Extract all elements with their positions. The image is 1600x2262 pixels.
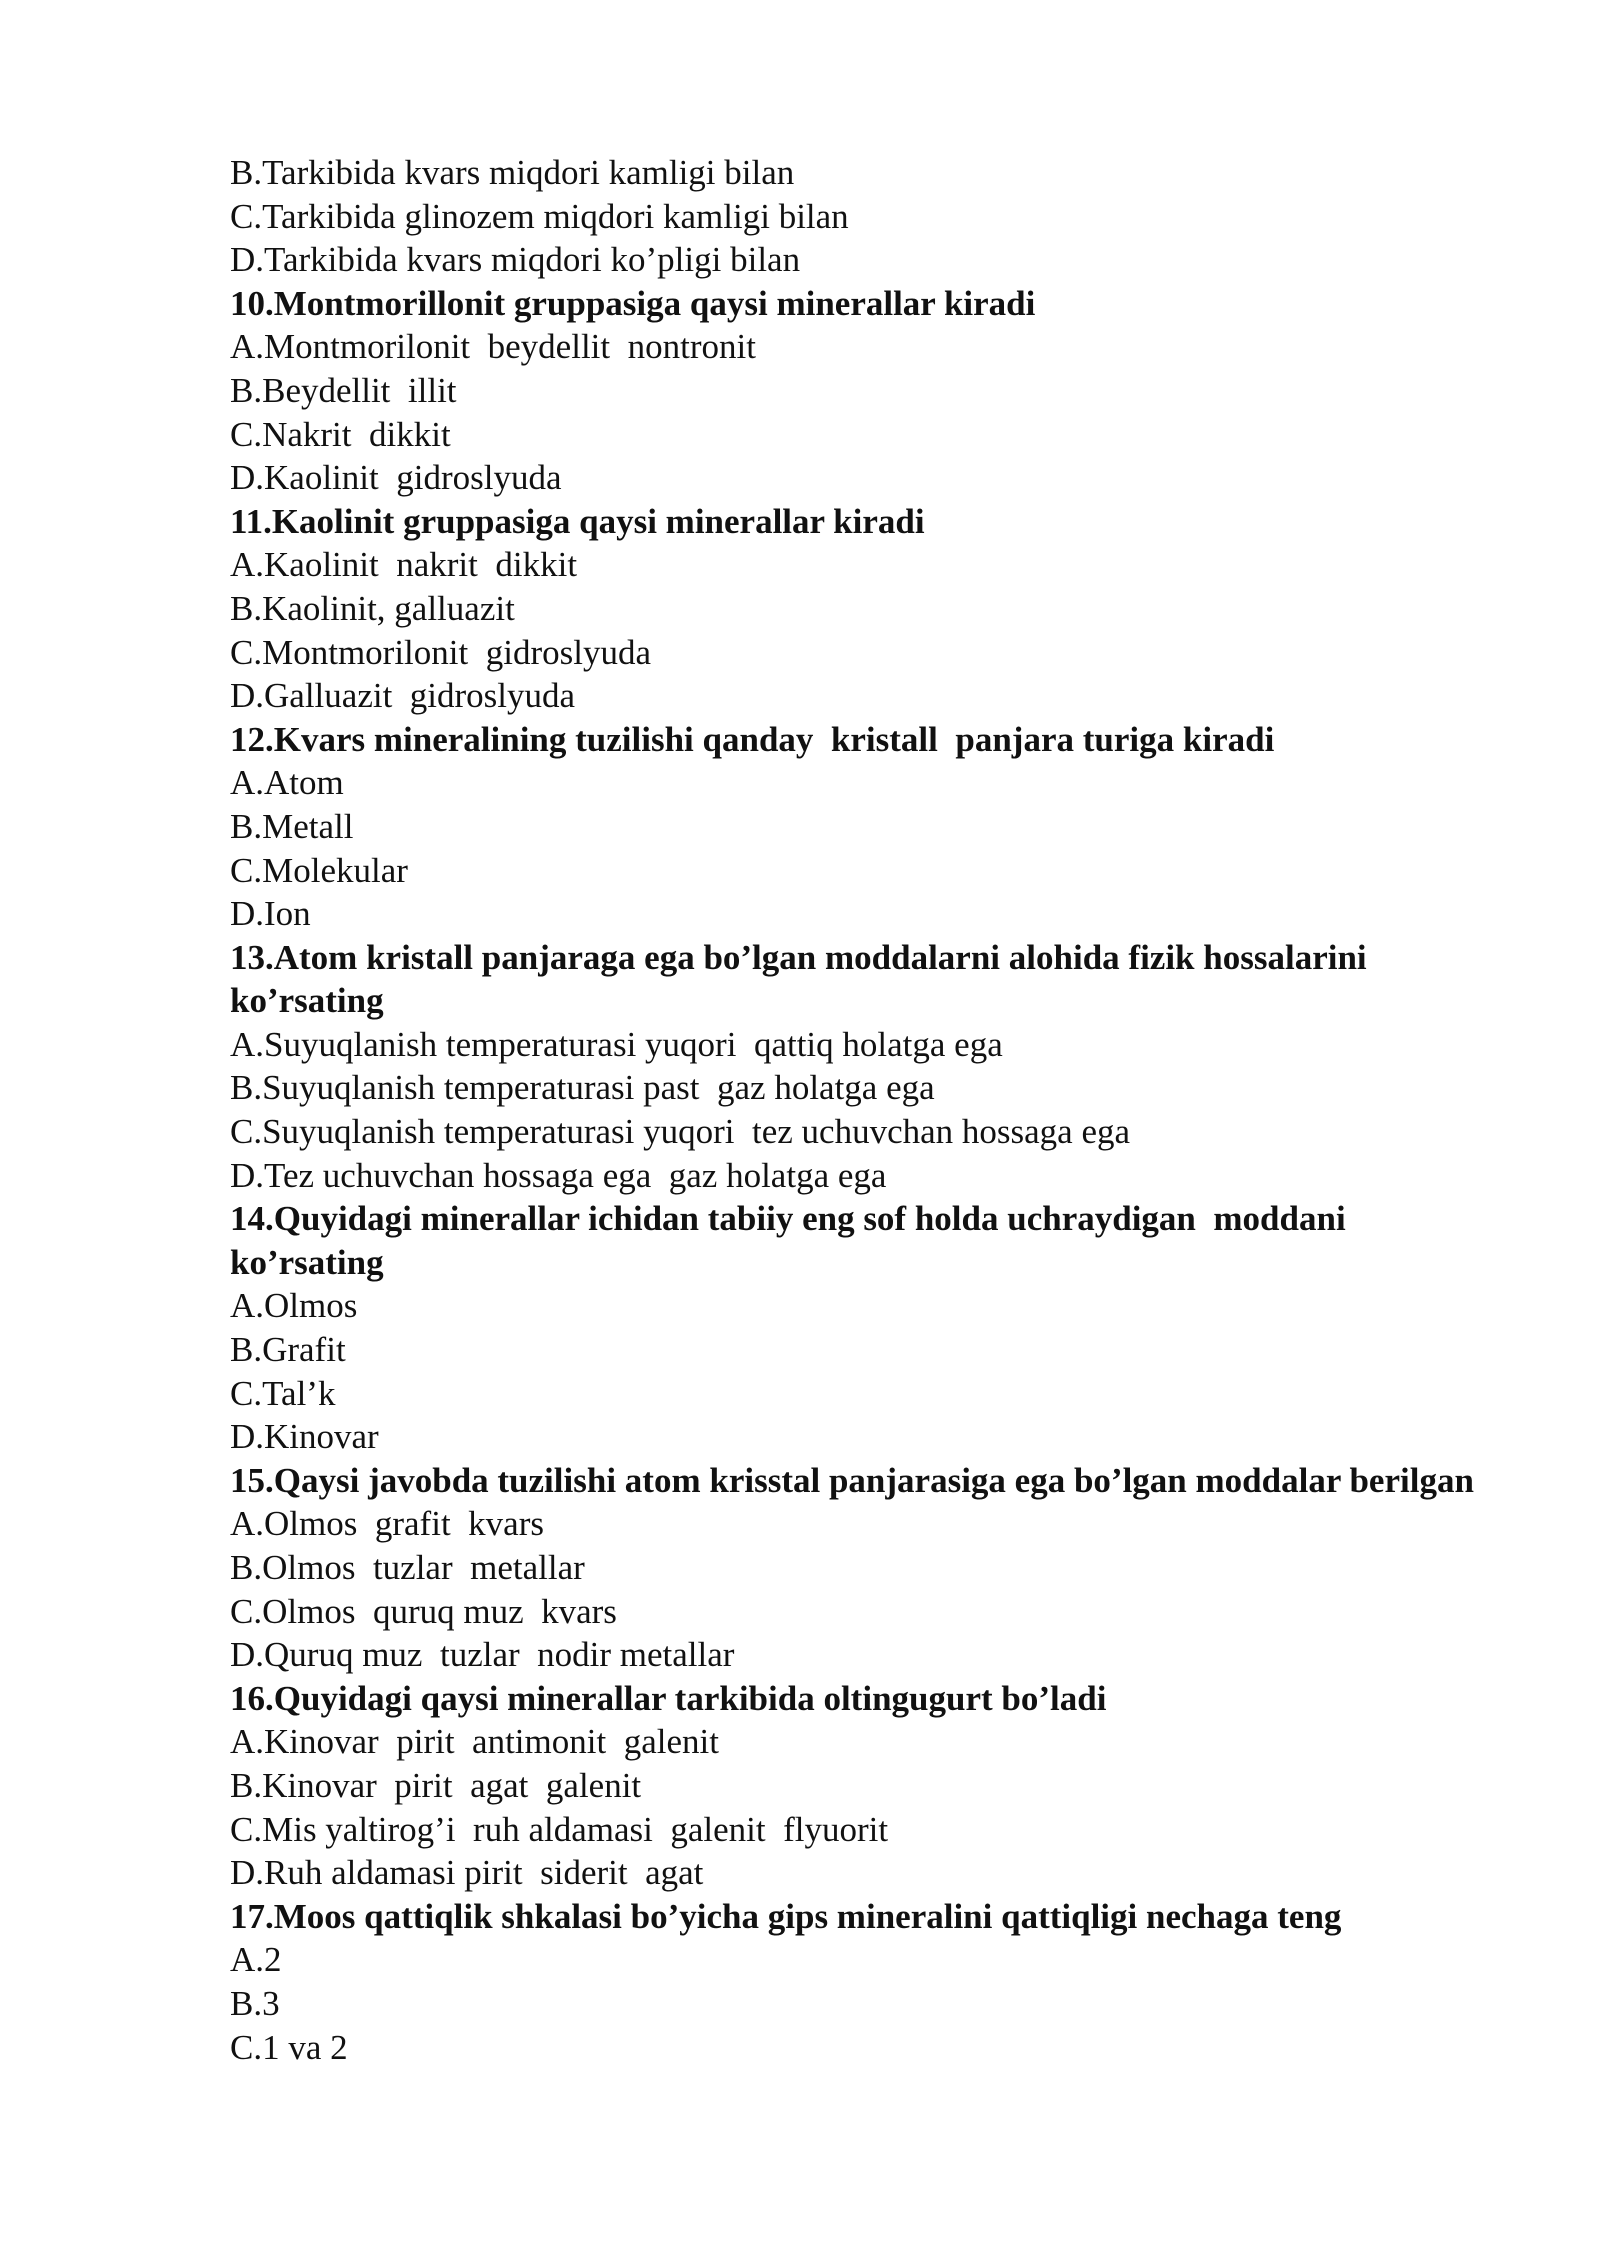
question-text: 11.Kaolinit gruppasiga qaysi minerallar kiradi	[230, 501, 925, 541]
question-text: 10.Montmorillonit gruppasiga qaysi minerallar kiradi	[230, 283, 1036, 323]
answer-option: C.Nakrit dikkit	[230, 414, 451, 454]
answer-option: A.Olmos grafit kvars	[230, 1504, 544, 1544]
answer-option: A.Suyuqlanish temperaturasi yuqori qattiq holatga ega	[230, 1024, 1003, 1064]
answer-option: B.Beydellit illit	[230, 370, 457, 410]
question-text: 17.Moos qattiqlik shkalasi bo’yicha gips mineralini qattiqligi nechaga teng	[230, 1896, 1342, 1936]
answer-option: B.Kaolinit, galluazit	[230, 588, 515, 628]
answer-option: C.Mis yaltirog’i ruh aldamasi galenit flyuorit	[230, 1809, 889, 1849]
answer-option: C.Suyuqlanish temperaturasi yuqori tez uchuvchan hossaga ega	[230, 1112, 1131, 1152]
answer-option: A.Atom	[230, 763, 344, 803]
answer-option: A.2	[230, 1940, 282, 1980]
answer-option: D.Tarkibida kvars miqdori ko’pligi bilan	[230, 240, 801, 280]
question-text: 13.Atom kristall panjaraga ega bo’lgan moddalarni alohida fizik hossalarini ko’rsating	[230, 937, 1376, 1021]
question-text: 12.Kvars mineralining tuzilishi qanday kristall panjara turiga kiradi	[230, 719, 1275, 759]
answer-option: A.Kaolinit nakrit dikkit	[230, 545, 578, 585]
answer-option: C.Tarkibida glinozem miqdori kamligi bilan	[230, 196, 849, 236]
answer-option: B.3	[230, 1983, 280, 2023]
answer-option: A.Montmorilonit beydellit nontronit	[230, 327, 756, 367]
answer-option: D.Quruq muz tuzlar nodir metallar	[230, 1635, 735, 1675]
answer-option: C.Olmos quruq muz kvars	[230, 1591, 617, 1631]
answer-option: A.Kinovar pirit antimonit galenit	[230, 1722, 719, 1762]
answer-option: C.Molekular	[230, 850, 408, 890]
answer-option: C.1 va 2	[230, 2027, 348, 2067]
question-text: 16.Quyidagi qaysi minerallar tarkibida oltingugurt bo’ladi	[230, 1678, 1107, 1718]
answer-option: D.Ion	[230, 894, 311, 934]
answer-option: C.Montmorilonit gidroslyuda	[230, 632, 651, 672]
answer-option: B.Metall	[230, 806, 354, 846]
answer-option: D.Ruh aldamasi pirit siderit agat	[230, 1853, 704, 1893]
answer-option: C.Tal’k	[230, 1373, 336, 1413]
answer-option: B.Kinovar pirit agat galenit	[230, 1765, 642, 1805]
answer-option: B.Grafit	[230, 1330, 346, 1370]
answer-option: A.Olmos	[230, 1286, 358, 1326]
question-text: 14.Quyidagi minerallar ichidan tabiiy eng sof holda uchraydigan moddani ko’rsating	[230, 1199, 1355, 1282]
answer-option: D.Galluazit gidroslyuda	[230, 676, 576, 716]
answer-option: B.Tarkibida kvars miqdori kamligi bilan	[230, 153, 795, 192]
answer-option: D.Tez uchuvchan hossaga ega gaz holatga ega	[230, 1155, 887, 1195]
answer-option: B.Olmos tuzlar metallar	[230, 1548, 585, 1587]
answer-option: D.Kaolinit gidroslyuda	[230, 458, 562, 498]
answer-option: D.Kinovar	[230, 1417, 379, 1457]
answer-option: B.Suyuqlanish temperaturasi past gaz holatga ega	[230, 1068, 935, 1108]
document-page	[230, 151, 1480, 2069]
question-text: 15.Qaysi javobda tuzilishi atom krisstal panjarasiga ega bo’lgan moddalar berilgan	[230, 1460, 1474, 1500]
